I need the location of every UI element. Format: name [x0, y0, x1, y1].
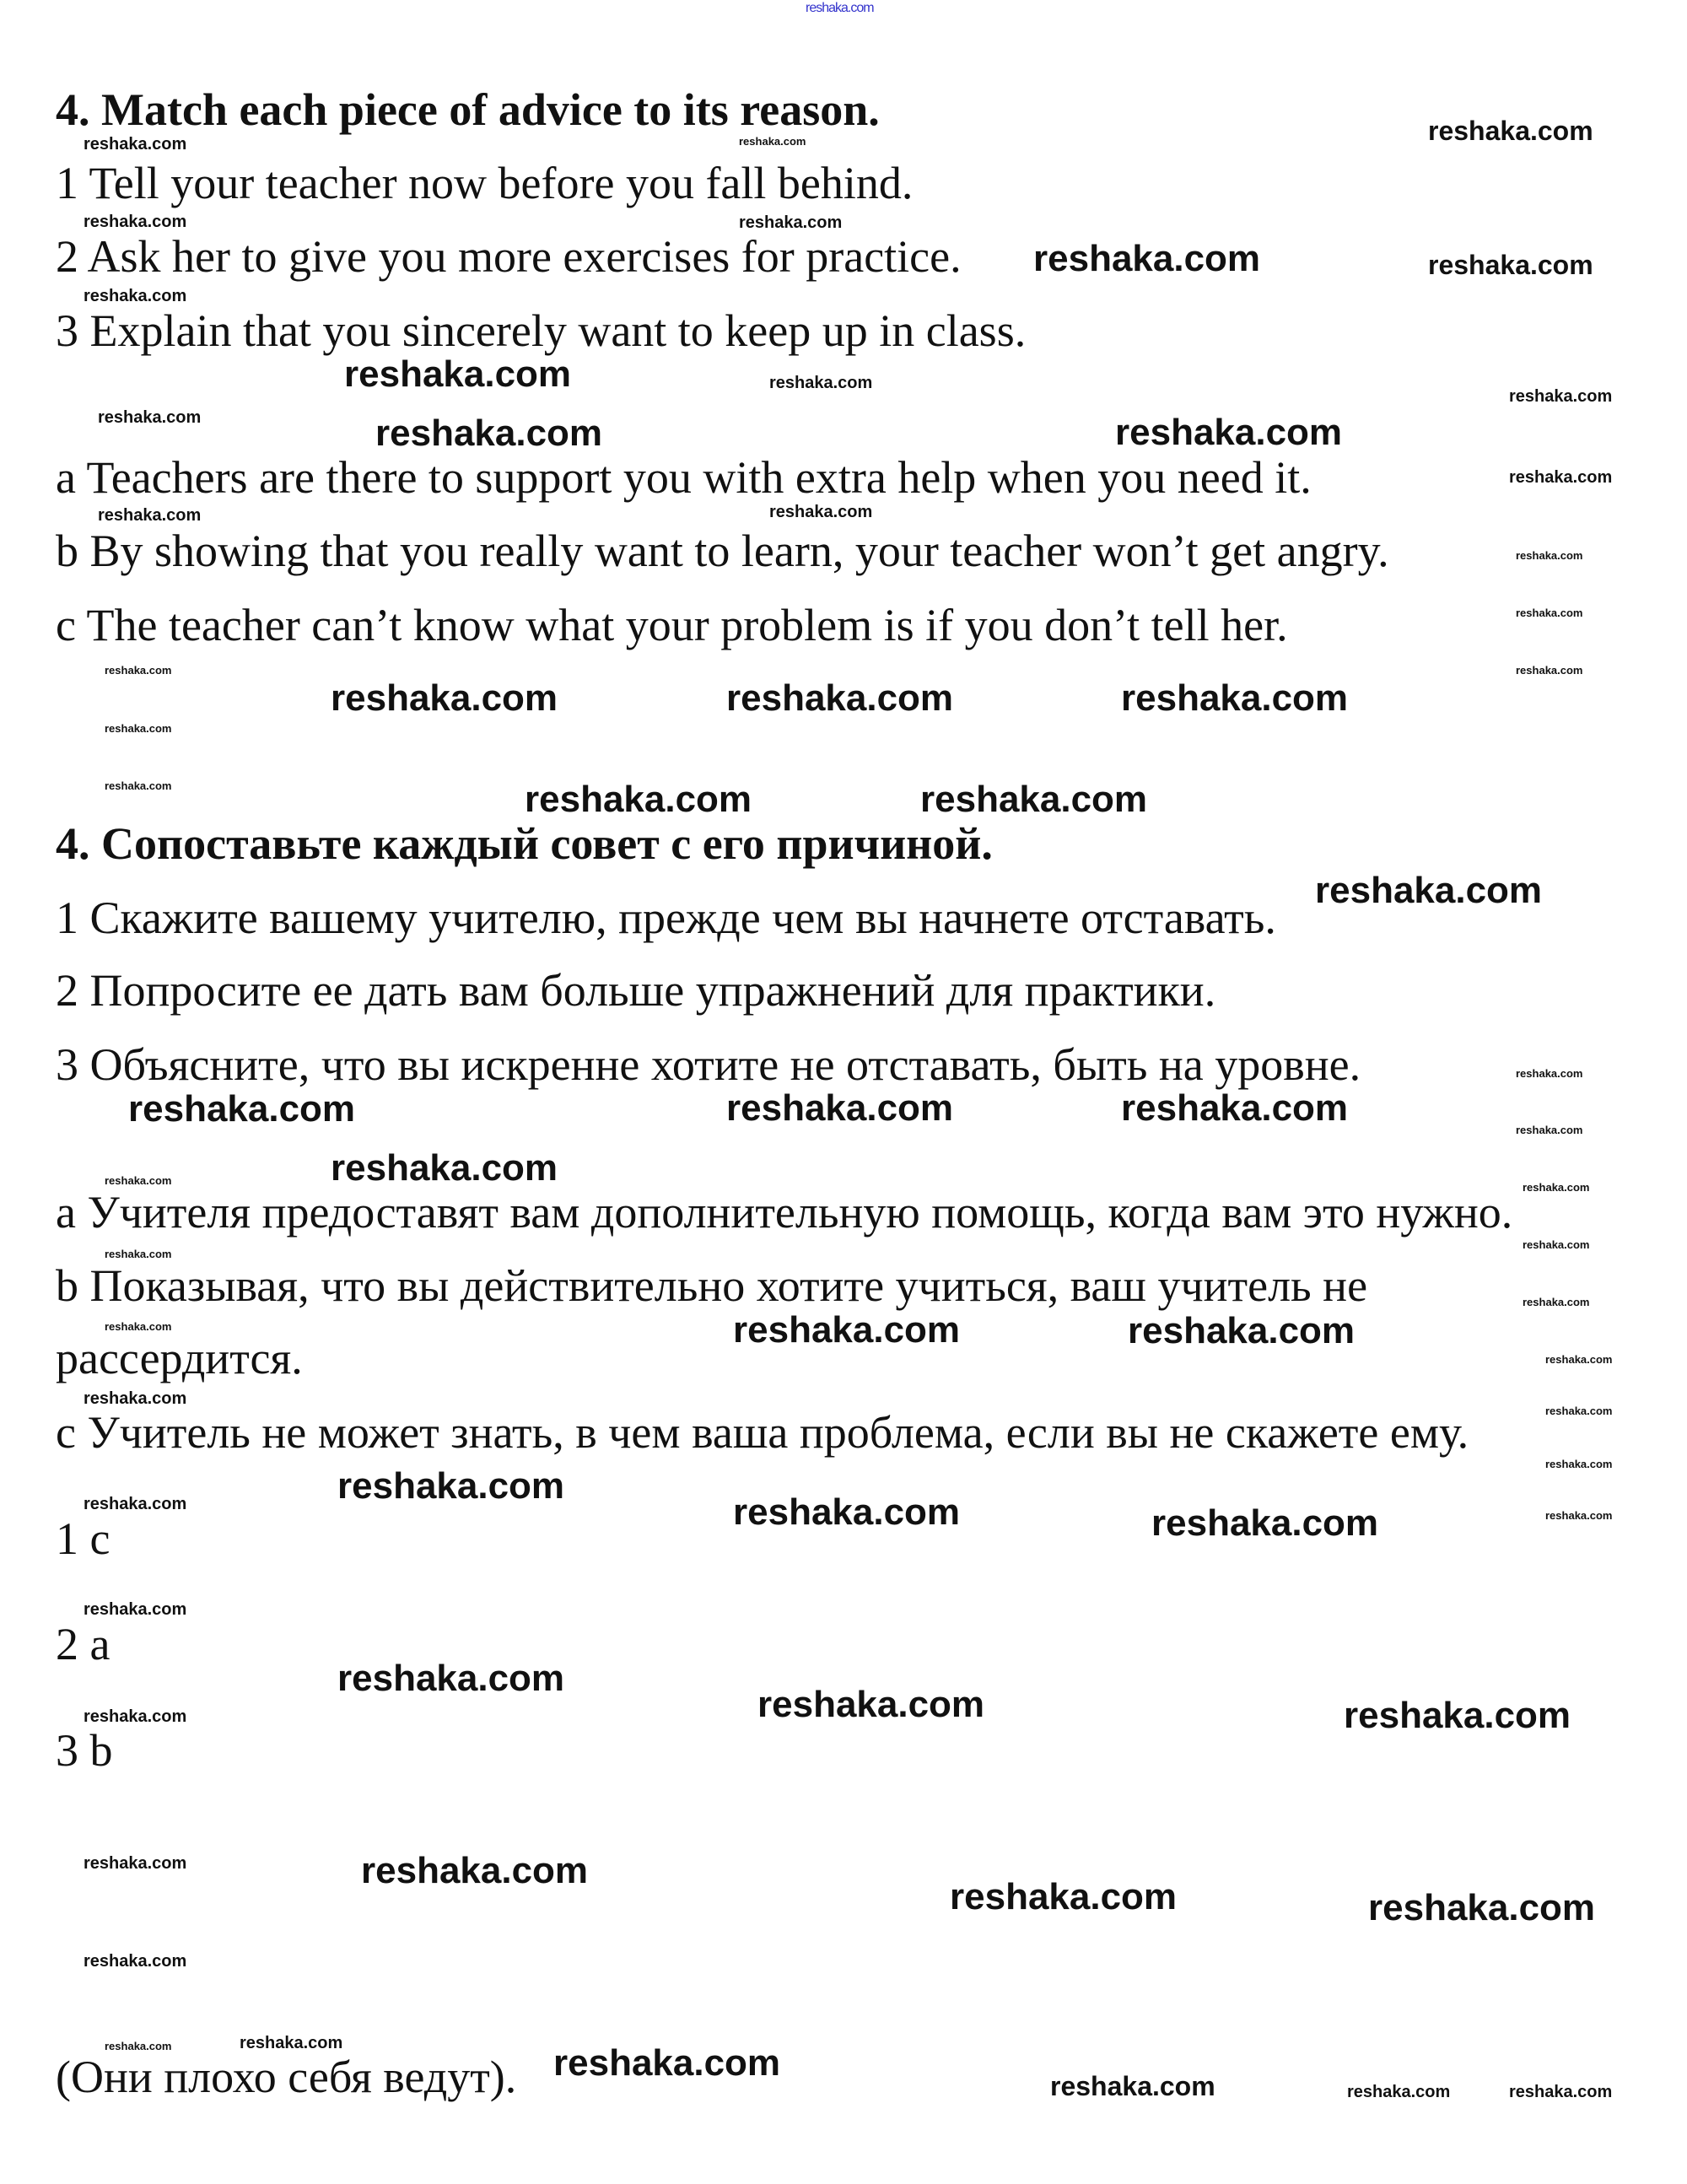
watermark: reshaka.com	[1545, 1353, 1613, 1366]
watermark: reshaka.com	[105, 1174, 172, 1187]
watermark: reshaka.com	[739, 213, 843, 232]
watermark: reshaka.com	[1428, 116, 1593, 146]
watermark: reshaka.com	[105, 2040, 172, 2052]
watermark: reshaka.com	[726, 677, 954, 719]
watermark: reshaka.com	[1315, 870, 1543, 911]
watermark: reshaka.com	[1509, 468, 1613, 487]
watermark: reshaka.com	[337, 1465, 565, 1507]
watermark: reshaka.com	[726, 1087, 954, 1129]
watermark: reshaka.com	[757, 1684, 985, 1725]
watermark: reshaka.com	[1523, 1296, 1590, 1308]
watermark: reshaka.com	[1151, 1502, 1379, 1544]
watermark: reshaka.com	[240, 2034, 343, 2052]
watermark: reshaka.com	[769, 374, 873, 392]
watermark: reshaka.com	[1523, 1238, 1590, 1251]
watermark: reshaka.com	[361, 1850, 589, 1891]
watermark: reshaka.com	[84, 1952, 187, 1971]
watermark: reshaka.com	[98, 506, 202, 525]
watermark: reshaka.com	[1509, 387, 1613, 406]
site-link[interactable]: reshaka.com	[806, 1, 874, 15]
watermark: reshaka.com	[1523, 1181, 1590, 1194]
watermark: reshaka.com	[105, 664, 172, 677]
watermark: reshaka.com	[1516, 607, 1583, 619]
ru-reason-b: b Показывая, что вы действительно хотите учиться, ваш учитель не	[56, 1260, 1368, 1311]
ru-reason-c: c Учитель не может знать, в чем ваша проблема, если вы не скажете ему.	[56, 1407, 1469, 1458]
russian-heading: 4. Сопоставьте каждый совет с его причиной.	[56, 818, 993, 869]
watermark: reshaka.com	[1050, 2071, 1215, 2101]
watermark: reshaka.com	[105, 779, 172, 792]
answer-2: 2 a	[56, 1619, 110, 1669]
watermark: reshaka.com	[84, 1495, 187, 1513]
watermark: reshaka.com	[1545, 1405, 1613, 1417]
watermark: reshaka.com	[1545, 1509, 1613, 1522]
watermark: reshaka.com	[84, 135, 187, 154]
watermark: reshaka.com	[331, 1147, 558, 1189]
english-heading: 4. Match each piece of advice to its reason.	[56, 84, 880, 135]
watermark: reshaka.com	[1509, 2083, 1613, 2101]
watermark: reshaka.com	[105, 1320, 172, 1333]
watermark: reshaka.com	[553, 2042, 781, 2084]
watermark: reshaka.com	[769, 503, 873, 521]
watermark: reshaka.com	[1033, 238, 1261, 279]
watermark: reshaka.com	[84, 1389, 187, 1408]
watermark: reshaka.com	[920, 779, 1148, 820]
watermark: reshaka.com	[84, 1707, 187, 1726]
watermark: reshaka.com	[84, 1854, 187, 1873]
watermark: reshaka.com	[1516, 664, 1583, 677]
watermark: reshaka.com	[98, 408, 202, 427]
watermark: reshaka.com	[331, 677, 558, 719]
ru-advice-2: 2 Попросите ее дать вам больше упражнений для практики.	[56, 965, 1216, 1016]
ru-advice-3: 3 Объясните, что вы искренне хотите не отставать, быть на уровне.	[56, 1039, 1361, 1090]
ru-reason-a: a Учителя предоставят вам дополнительную помощь, когда вам это нужно.	[56, 1187, 1513, 1238]
watermark: reshaka.com	[1128, 1310, 1356, 1351]
watermark: reshaka.com	[1347, 2083, 1451, 2101]
watermark: reshaka.com	[105, 1248, 172, 1260]
watermark: reshaka.com	[84, 1600, 187, 1619]
watermark: reshaka.com	[1428, 250, 1593, 280]
watermark: reshaka.com	[1344, 1695, 1571, 1736]
watermark: reshaka.com	[337, 1658, 565, 1699]
watermark: reshaka.com	[105, 722, 172, 735]
answer-1: 1 c	[56, 1513, 110, 1564]
watermark: reshaka.com	[739, 135, 806, 148]
advice-3: 3 Explain that you sincerely want to keep up in class.	[56, 305, 1027, 356]
watermark: reshaka.com	[950, 1876, 1178, 1917]
watermark: reshaka.com	[84, 213, 187, 231]
watermark: reshaka.com	[1121, 677, 1349, 719]
reason-b: b By showing that you really want to learn, your teacher won’t get angry.	[56, 526, 1389, 576]
watermark: reshaka.com	[733, 1309, 961, 1351]
answer-3: 3 b	[56, 1725, 113, 1776]
watermark: reshaka.com	[1545, 1458, 1613, 1470]
watermark: reshaka.com	[1516, 549, 1583, 562]
watermark: reshaka.com	[1516, 1067, 1583, 1080]
watermark: reshaka.com	[1115, 412, 1343, 453]
ru-advice-1: 1 Скажите вашему учителю, прежде чем вы начнете отставать.	[56, 892, 1276, 943]
watermark: reshaka.com	[1516, 1124, 1583, 1136]
watermark: reshaka.com	[84, 287, 187, 305]
watermark: reshaka.com	[128, 1088, 356, 1130]
watermark: reshaka.com	[375, 413, 603, 454]
advice-1: 1 Tell your teacher now before you fall behind.	[56, 158, 914, 208]
ru-reason-b-cont: рассердится.	[56, 1333, 303, 1383]
watermark: reshaka.com	[1368, 1887, 1596, 1928]
advice-2: 2 Ask her to give you more exercises for practice.	[56, 231, 962, 282]
reason-a: a Teachers are there to support you with extra help when you need it.	[56, 452, 1312, 503]
footnote: (Они плохо себя ведут).	[56, 2052, 517, 2102]
watermark: reshaka.com	[1121, 1087, 1349, 1129]
watermark: reshaka.com	[344, 353, 572, 395]
reason-c: c The teacher can’t know what your problem is if you don’t tell her.	[56, 600, 1288, 650]
watermark: reshaka.com	[525, 779, 752, 820]
watermark: reshaka.com	[733, 1491, 961, 1533]
